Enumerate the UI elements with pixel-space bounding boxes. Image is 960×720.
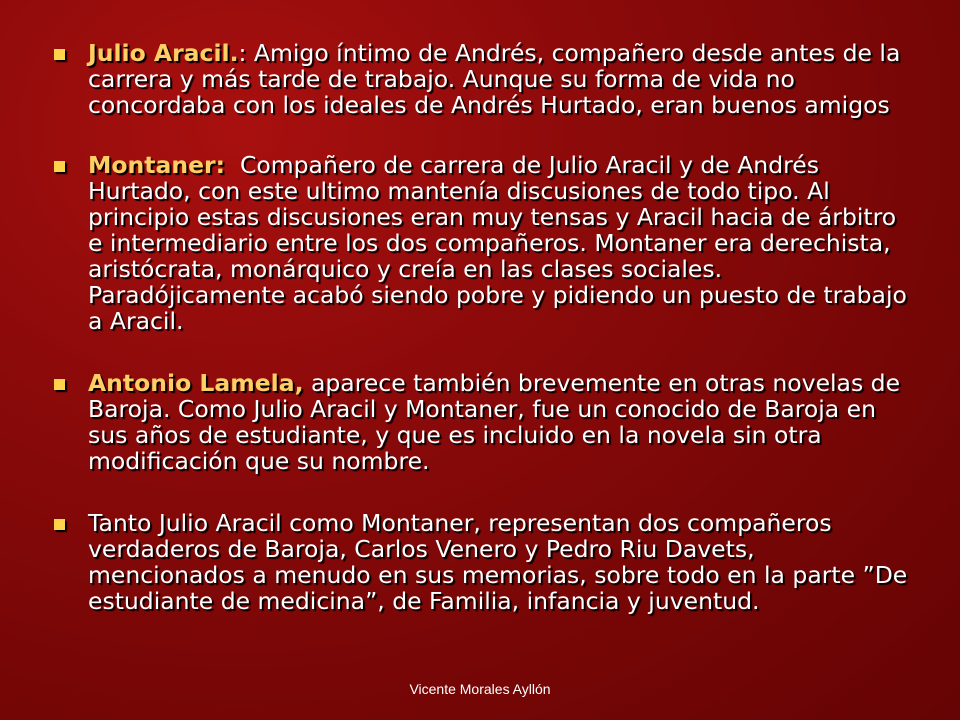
bullet-text: : Amigo íntimo de Andrés, compañero desde antes de la carrera y más tarde de trabajo. Aunque su forma de vida no concordaba con los ideales de Andrés Hurtado, eran buenos amigos [88, 39, 901, 119]
bullet-item-conclusion [54, 510, 914, 614]
square-bullet-icon [54, 379, 65, 390]
footer-author: Vicente Morales Ayllón [409, 681, 551, 697]
bullet-item-antonio-lamela [54, 370, 914, 474]
square-bullet-icon [54, 519, 65, 530]
bullet-item-julio-aracil [54, 40, 914, 118]
bullet-text: aparece también brevemente en otras novelas de Baroja. Como Julio Aracil y Montaner, fue un conocido de Baroja en sus años de estudiante, y que es incluido en la novela sin otra modificación que su nombre. [88, 369, 901, 475]
square-bullet-icon [54, 161, 65, 172]
bullet-list [54, 40, 914, 650]
bullet-name: Antonio Lamela, [88, 369, 304, 397]
square-bullet-icon [54, 49, 65, 60]
bullet-text: Compañero de carrera de Julio Aracil y de Andrés Hurtado, con este ultimo mantenía discusiones de todo tipo. Al principio estas discusiones eran muy tensas y Aracil hacia de árbitro e intermediario entre los dos compañeros. Montaner era derechista, aristócrata, monárquico y creía en las clases sociales. Paradójicamente acabó siendo pobre y pidiendo un puesto de trabajo a Aracil. [88, 151, 915, 335]
bullet-name: Montaner: [88, 151, 226, 179]
bullet-text: Tanto Julio Aracil como Montaner, representan dos compañeros verdaderos de Baroja, Carlos Venero y Pedro Riu Davets, mencionados a menudo en sus memorias, sobre todo en la parte ”De estudiante de medicina”, de Familia, infancia y juventud. [88, 509, 908, 615]
bullet-item-montaner [54, 152, 914, 334]
bullet-name: Julio Aracil. [88, 39, 239, 67]
